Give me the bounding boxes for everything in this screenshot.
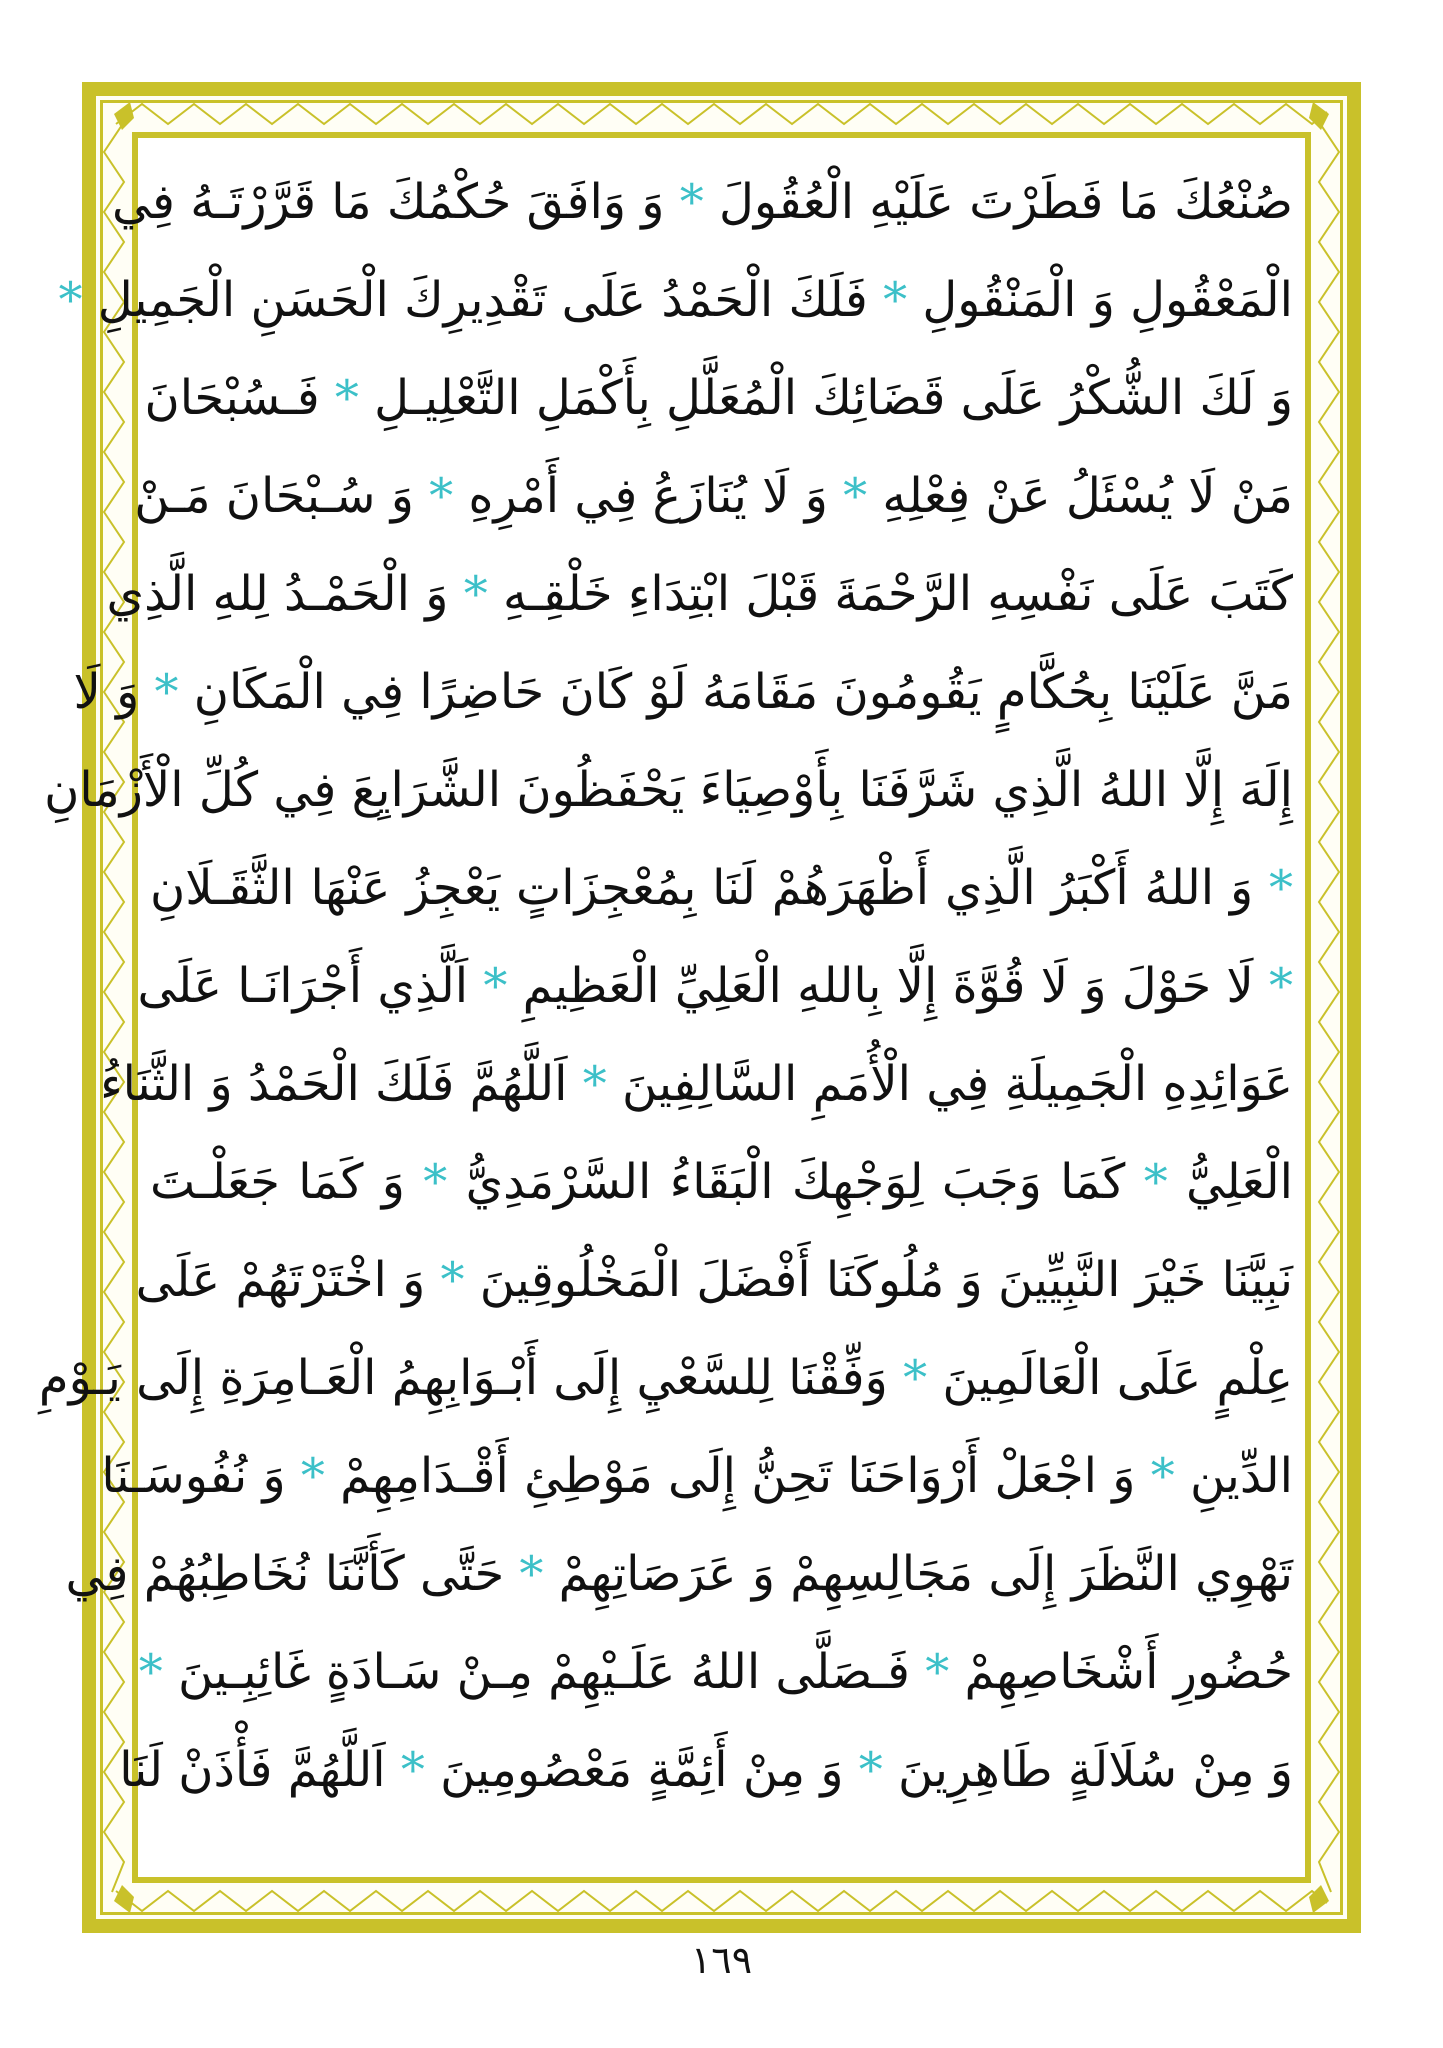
separator-asterisk: * [334, 370, 359, 426]
text-line: وَ لَكَ الشُّكْرُ عَلَى قَضَائِكَ الْمُعَلَّلِ بِأَكْمَلِ التَّعْلِيـلِ * فَـسُبْحَانَ [144, 370, 1293, 426]
separator-asterisk: * [400, 1742, 425, 1798]
text-line: عَوَائِدِهِ الْجَمِيلَةِ فِي الْأُمَمِ السَّالِفِينَ * اَللَّهُمَّ فَلَكَ الْحَمْدُ وَ الثَّنَاءُ [100, 1056, 1293, 1112]
prayer-text [38, 150, 1294, 1870]
page-number: ١٦٩ [690, 1938, 753, 1982]
separator-asterisk: * [483, 958, 508, 1014]
text-line: صُنْعُكَ مَا فَطَرْتَ عَلَيْهِ الْعُقُولَ * وَ وَافَقَ حُكْمُكَ مَا قَرَّرْتَـهُ فِي [112, 174, 1293, 230]
separator-asterisk: * [883, 272, 908, 328]
text-line: الدِّينِ * وَ اجْعَلْ أَرْوَاحَنَا تَحِنُّ إِلَى مَوْطِئِ أَقْـدَامِهِمْ * وَ نُفُوسَـنَا [101, 1448, 1293, 1504]
text-line: إِلَهَ إِلَّا اللهُ الَّذِي شَرَّفَنَا بِأَوْصِيَاءَ يَحْفَظُونَ الشَّرَايِعَ فِي كُلِّ الْأَزْمَانِ [44, 762, 1293, 818]
text-line: حُضُورِ أَشْخَاصِهِمْ * فَـصَلَّى اللهُ عَلَـيْهِمْ مِـنْ سَـادَةٍ غَائِبِـينَ * [138, 1644, 1293, 1700]
separator-asterisk: * [1150, 1448, 1175, 1504]
separator-asterisk: * [423, 1154, 448, 1210]
text-line: مَنْ لَا يُسْئَلُ عَنْ فِعْلِهِ * وَ لَا يُنَازَعُ فِي أَمْرِهِ * وَ سُـبْحَانَ مَـنْ [134, 468, 1293, 524]
text-line: عِلْمٍ عَلَى الْعَالَمِينَ * وَفِّقْنَا لِلسَّعْيِ إِلَى أَبْـوَابِهِمُ الْعَـامِرَةِ إِلَى يَـوْمِ [38, 1350, 1293, 1406]
separator-asterisk: * [1269, 860, 1293, 916]
text-line: الْعَلِيُّ * كَمَا وَجَبَ لِوَجْهِكَ الْبَقَاءُ السَّرْمَدِيُّ * وَ كَمَا جَعَلْـتَ [150, 1154, 1294, 1210]
separator-asterisk: * [679, 174, 704, 230]
separator-asterisk: * [300, 1448, 325, 1504]
text-line: * لَا حَوْلَ وَ لَا قُوَّةَ إِلَّا بِاللهِ الْعَلِيِّ الْعَظِيمِ * اَلَّذِي أَجْرَانَـا عَلَى [137, 958, 1293, 1014]
text-line: مَنَّ عَلَيْنَا بِحُكَّامٍ يَقُومُونَ مَقَامَهُ لَوْ كَانَ حَاضِرًا فِي الْمَكَانِ * وَ لَا [73, 664, 1293, 720]
separator-asterisk: * [463, 566, 488, 622]
separator-asterisk: * [519, 1546, 544, 1602]
text-line: وَ مِنْ سُلَالَةٍ طَاهِرِينَ * وَ مِنْ أَئِمَّةٍ مَعْصُومِينَ * اَللَّهُمَّ فَأْذَنْ لَنَا [119, 1742, 1293, 1798]
text-line: الْمَعْقُولِ وَ الْمَنْقُولِ * فَلَكَ الْحَمْدُ عَلَى تَقْدِيرِكَ الْحَسَنِ الْجَمِيلِ * [58, 272, 1293, 328]
text-line: * وَ اللهُ أَكْبَرُ الَّذِي أَظْهَرَهُمْ لَنَا بِمُعْجِزَاتٍ يَعْجِزُ عَنْهَا الثَّقَـلَانِ [150, 860, 1293, 916]
separator-asterisk: * [843, 468, 868, 524]
separator-asterisk: * [440, 1252, 465, 1308]
separator-asterisk: * [858, 1742, 883, 1798]
separator-asterisk: * [1269, 958, 1293, 1014]
separator-asterisk: * [58, 272, 83, 328]
separator-asterisk: * [903, 1350, 928, 1406]
text-line: تَهْوِي النَّظَرَ إِلَى مَجَالِسِهِمْ وَ عَرَصَاتِهِمْ * حَتَّى كَأَنَّنَا نُخَاطِبُهُمْ فِي [65, 1546, 1293, 1602]
separator-asterisk: * [1143, 1154, 1168, 1210]
separator-asterisk: * [429, 468, 454, 524]
separator-asterisk: * [138, 1644, 163, 1700]
separator-asterisk: * [925, 1644, 950, 1700]
text-line: نَبِيَّنَا خَيْرَ النَّبِيِّينَ وَ مُلُوكَنَا أَفْضَلَ الْمَخْلُوقِينَ * وَ اخْتَرْتَهُمْ عَلَى [135, 1252, 1293, 1308]
text-line: كَتَبَ عَلَى نَفْسِهِ الرَّحْمَةَ قَبْلَ ابْتِدَاءِ خَلْقِـهِ * وَ الْحَمْـدُ لِلهِ الَّذِي [106, 566, 1293, 622]
separator-asterisk: * [582, 1056, 607, 1112]
separator-asterisk: * [154, 664, 179, 720]
